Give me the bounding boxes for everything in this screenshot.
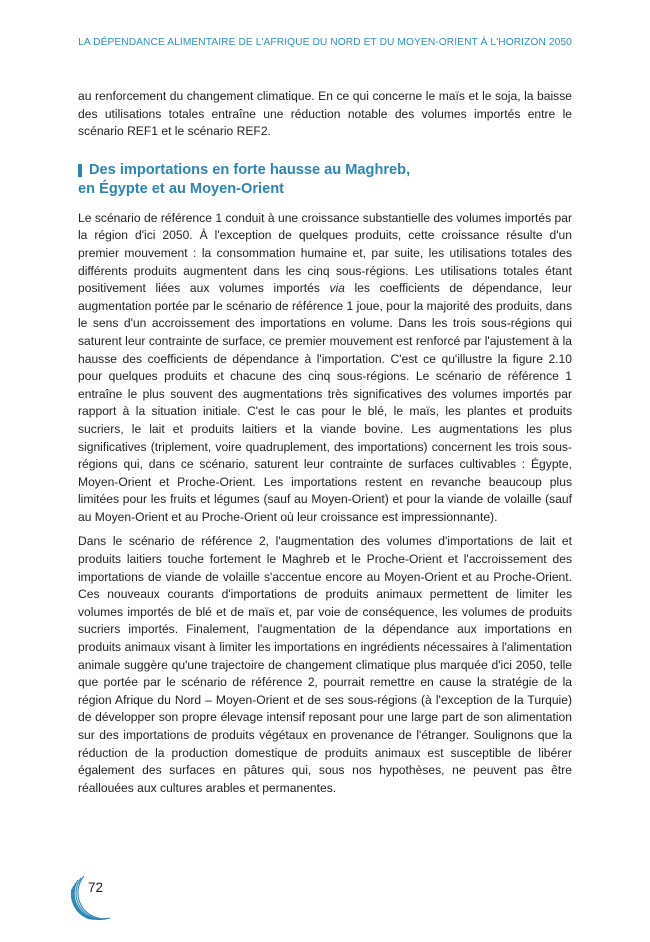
body-paragraph-1 [78,210,572,527]
p1-text-start: Le scénario de référence 1 conduit à une croissance substantielle des volumes importés par la région d'ici 2050. À l'exception de quelques produits, cette croissance résulte d'un premier mouvement : la consommation humaine et, par suite, les utilisations totales des différents produits augmentent dans les cinq sous-régions. Les utilisations totales étant positivement liées aux volumes importés [78,210,572,296]
intro-paragraph: au renforcement du changement climatique. En ce qui concerne le maïs et le soja, la baisse des utilisations totales entraîne une réduction notable des volumes importés entre le scénario REF1 et le scénario REF2. [78,89,572,139]
p1-text-end: les coefficients de dépendance, leur augmentation portée par le scénario de référence 1 joue, pour la majorité des produits, dans le sens d'un accroissement des importations en volume. Dans les trois sous-régions qui saturent leur contrainte de surface, ce premier mouvement est renforcé par l'ajustement à la hausse des coefficients de dépendance à l'importation. C'est ce qu'illustre la figure 2.10 pour quelques produits et chacune des cinq sous-régions. Le scénario de référence 1 entraîne le plus souvent des augmentations très significatives des volumes importés par rapport à la situation initiale. C'est le cas pour le blé, le maïs, les plantes et produits sucriers, le lait et produits laitiers et la viande bovine. Les augmentations les plus significatives (triplement, voire quadruplement, des importations) concernent les trois sous-régions qui, dans ce scénario, saturent leur contrainte de surfaces cultivables : Égypte, Moyen-Orient et Proche-Orient. Les importations restent en revanche beaucoup plus limitées pour les fruits et légumes (sauf au Moyen-Orient) et pour la viande de volaille (sauf au Moyen-Orient et au Proche-Orient où leur croissance est impressionnante). [78,281,572,524]
running-header: LA DÉPENDANCE ALIMENTAIRE DE L'AFRIQUE DU NORD ET DU MOYEN-ORIENT À L'HORIZON 2050 [78,37,572,48]
heading-bar-marker [78,164,82,177]
section-heading [78,161,572,199]
body-paragraph-2: Dans le scénario de référence 2, l'augmentation des volumes d'importations de lait et produits laitiers touche fortement le Maghreb et le Proche-Orient et l'accroissement des importations de viande de volaille s'accentue encore au Moyen-Orient et au Proche-Orient. Ces nouveaux courants d'importations de produits animaux permettent de limiter les volumes importés de blé et de maïs et, par voie de conséquence, les volumes de produits sucriers importés. Finalement, l'augmentation de la dépendance aux importations en produits animaux visant à limiter les importations en ingrédients nécessaires à l'alimentation animale suggère qu'une trajectoire de changement climatique plus marquée d'ici 2050, telle que portée par le scénario de référence 2, pourrait remettre en cause la stratégie de la région Afrique du Nord – Moyen-Orient et de ses sous-régions (à l'exception de la Turquie) de développer son propre élevage intensif reposant pour une large part de son alimentation sur des importations de produits végétaux en provenance de l'étranger. Soulignons que la réduction de la production domestique de produits animaux est susceptible de libérer également des surfaces en pâtures qui, sous nos hypothèses, ne peuvent pas être réallouées aux cultures arables et permanentes. [78,534,572,795]
p1-italic-via: via [329,281,345,296]
page-number: 72 [88,880,104,895]
section-title-line-2: en Égypte et au Moyen-Orient [78,180,284,197]
section-title-line-1: Des importations en forte hausse au Maghreb, [89,161,411,178]
page-content [78,88,572,797]
